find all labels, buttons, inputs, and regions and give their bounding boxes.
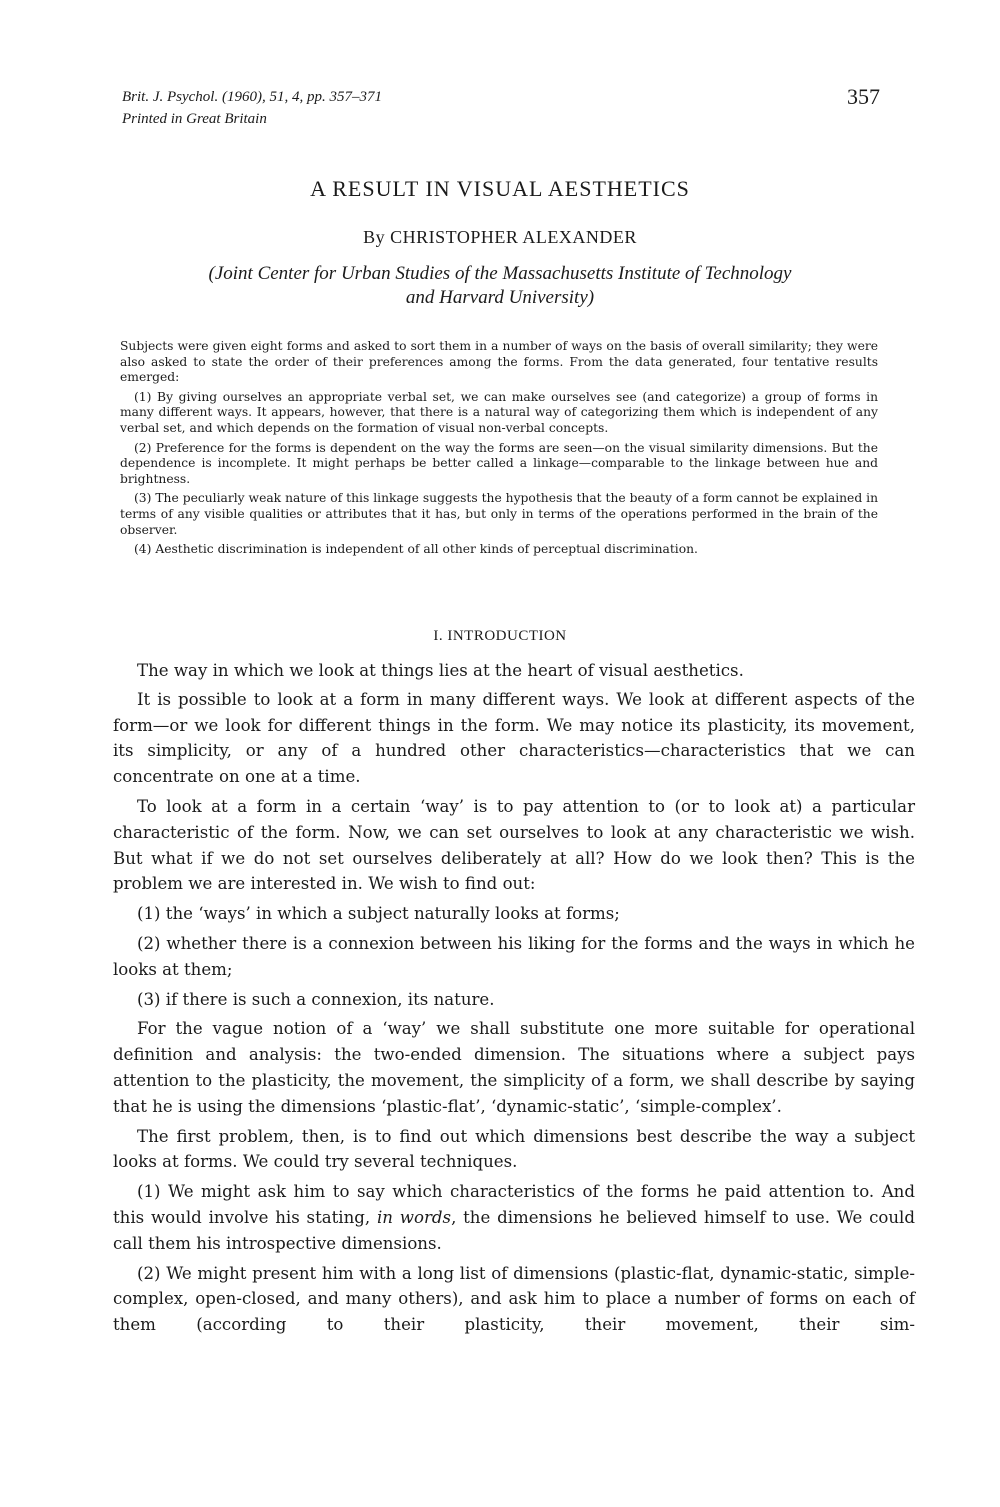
- paragraph: (1) the ‘ways’ in which a subject naturally looks at forms;: [137, 904, 620, 924]
- article-title: A RESULT IN VISUAL AESTHETICS: [310, 176, 690, 201]
- author-affiliation: [122, 262, 878, 310]
- abstract-intro: Subjects were given eight forms and asked to sort them in a number of ways on the basis of overall similarity; they were also asked to state the order of their preferences among the forms. From the data generated, four tentative results emerged:: [120, 339, 878, 385]
- paragraph: [113, 1179, 915, 1256]
- affiliation-line: and Harvard University): [405, 287, 595, 308]
- abstract-result: (1) By giving ourselves an appropriate verbal set, we can make ourselves see (and categorize) a group of forms in many different ways. It appears, however, that there is a natural way of categorizing them which is independent of any verbal set, and which depends on the formation of visual non-verbal concepts.: [120, 389, 878, 435]
- paragraph: It is possible to look at a form in many different ways. We look at different aspects of the form—or we look for different things in the form. We may notice its plasticity, its movement, its simplicity, or any of a hundred other characteristics—characteristics that we can concentrate on one at a time.: [113, 689, 915, 787]
- citation-line: Brit. J. Psychol. (1960), 51, 4, pp. 357–371: [122, 89, 382, 105]
- paragraph: For the vague notion of a ‘way’ we shall substitute one more suitable for operational definition and analysis: the two-ended dimension. The situations where a subject pays attention to the plasticity, the movement, the simplicity of a form, we shall describe by saying that he is using the dimensions ‘plastic-flat’, ‘dynamic-static’, ‘simple-complex’.: [113, 1019, 915, 1116]
- affiliation-line: (Joint Center for Urban Studies of the Massachusetts Institute of Technology: [208, 263, 792, 284]
- body-text: [113, 658, 915, 1342]
- paragraph: (2) whether there is a connexion between his liking for the forms and the ways in which he looks at them;: [113, 933, 915, 979]
- paragraph: To look at a form in a certain ‘way’ is to pay attention to (or to look at) a particular characteristic of the form. Now, we can set ourselves to look at any characteristic we wish. But what if we do not set ourselves deliberately at all? How do we look then? This is the problem we are interested in. We wish to find out:: [113, 796, 915, 894]
- paragraph: (3) if there is such a connexion, its nature.: [137, 989, 495, 1009]
- printed-in-line: Printed in Great Britain: [122, 111, 267, 127]
- paragraph-text: , the dimensions he believed himself to use. We could call them his introspective dimensions.: [113, 1207, 915, 1253]
- page-number: 357: [847, 84, 880, 109]
- section-heading: I. INTRODUCTION: [433, 628, 567, 644]
- paragraph: (2) We might present him with a long list of dimensions (plastic-flat, dynamic-static, simple-complex, open-closed, and many others), and ask him to place a number of forms on each of them (according to their plasticity, their movement, their sim-: [113, 1263, 915, 1335]
- author-byline: By CHRISTOPHER ALEXANDER: [363, 227, 637, 247]
- abstract: [120, 339, 878, 562]
- emphasis-text: in words: [377, 1207, 452, 1227]
- paragraph: The way in which we look at things lies at the heart of visual aesthetics.: [137, 661, 744, 680]
- abstract-result: (2) Preference for the forms is dependent on the way the forms are seen—on the visual similarity dimensions. But the dependence is incomplete. It might perhaps be better called a linkage—comparable to the linkage between hue and brightness.: [120, 440, 878, 486]
- abstract-result: (4) Aesthetic discrimination is independent of all other kinds of perceptual discrimination.: [134, 542, 698, 557]
- journal-citation: [122, 86, 622, 130]
- abstract-result: (3) The peculiarly weak nature of this linkage suggests the hypothesis that the beauty of a form cannot be explained in terms of any visible qualities or attributes that it has, but only in terms of the operations performed in the brain of the observer.: [120, 491, 878, 537]
- paragraph: The first problem, then, is to find out which dimensions best describe the way a subject looks at forms. We could try several techniques.: [113, 1126, 915, 1172]
- paragraph-text: (1) We might ask him to say which characteristics of the forms he paid attention to. And this would involve his stating,: [113, 1182, 915, 1227]
